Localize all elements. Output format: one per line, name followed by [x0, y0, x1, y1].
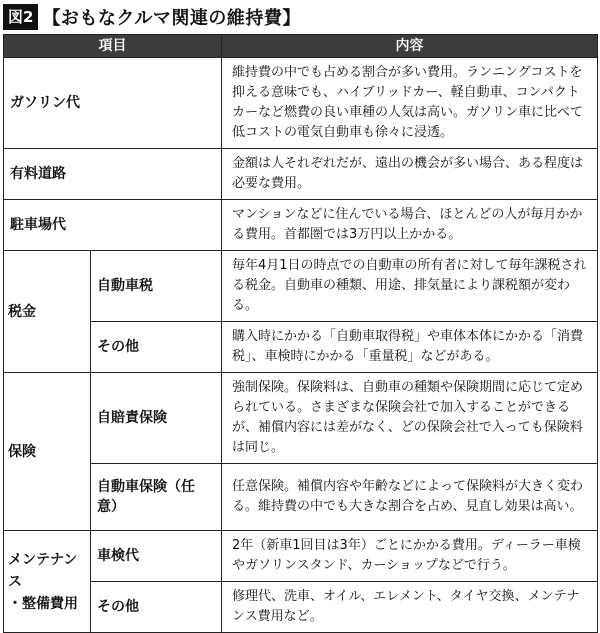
table-row — [4, 373, 598, 464]
figure-title — [3, 3, 597, 31]
page-title: 【おもなクルマ関連の維持費】 — [42, 8, 301, 29]
table-row — [4, 200, 598, 251]
maintenance-cost-table — [3, 34, 598, 633]
column-header-item: 項目 — [4, 35, 222, 58]
figure-badge: 図2 — [3, 4, 38, 30]
row-label-gasoline: ガソリン代 — [4, 58, 222, 149]
table-row — [4, 251, 598, 322]
table-header-row — [4, 35, 598, 58]
sub-content-inspection: 2年（新車1回目は3年）ごとにかかる費用。ディーラー車検やガソリンスタンド、カーショップなどで行う。 — [222, 531, 598, 582]
sub-content-automobile-tax: 毎年4月1日の時点での自動車の所有者に対して毎年課税される税金。自動車の種類、用途、排気量により課税額が変わる。 — [222, 251, 598, 322]
row-label-toll-road: 有料道路 — [4, 149, 222, 200]
sub-content-voluntary-insurance: 任意保険。補償内容や年齢などによって保険料が大きく変わる。維持費の中でも大きな割合を占め、見直し効果は高い。 — [222, 464, 598, 531]
row-label-maintenance-line1: メンテナンス — [8, 551, 78, 590]
table-row — [4, 531, 598, 582]
row-content-parking: マンションなどに住んでいる場合、ほとんどの人が毎月かかる費用。首都圏では3万円以上かかる。 — [222, 200, 598, 251]
sub-content-tax-other: 購入時にかかる「自動車取得税」や車体本体にかかる「消費税」、車検時にかかる「重量税」などがある。 — [222, 322, 598, 373]
sub-content-compulsory-insurance: 強制保険。保険料は、自動車の種類や保険期間に応じて定められている。さまざまな保険会社で加入することができるが、補償内容には差がなく、どの保険会社で入っても保険料は同じ。 — [222, 373, 598, 464]
sub-label-maintenance-other: その他 — [91, 582, 222, 633]
row-content-toll-road: 金額は人それぞれだが、遠出の機会が多い場合、ある程度は必要な費用。 — [222, 149, 598, 200]
sub-label-tax-other: その他 — [91, 322, 222, 373]
sub-label-inspection: 車検代 — [91, 531, 222, 582]
row-label-maintenance — [4, 531, 91, 633]
column-header-content: 内容 — [222, 35, 598, 58]
sub-label-voluntary-insurance: 自動車保険（任意） — [91, 464, 222, 531]
row-content-gasoline: 維持費の中でも占める割合が多い費用。ランニングコストを抑える意味でも、ハイブリッドカー、軽自動車、コンパクトカーなど燃費の良い車種の人気は高い。ガソリン車に比べて低コストの電気自動車も徐々に浸透。 — [222, 58, 598, 149]
table-row — [4, 322, 598, 373]
row-label-parking: 駐車場代 — [4, 200, 222, 251]
sub-label-compulsory-insurance: 自賠責保険 — [91, 373, 222, 464]
row-label-tax: 税金 — [4, 251, 91, 373]
table-row — [4, 582, 598, 633]
table-row — [4, 149, 598, 200]
row-label-insurance: 保険 — [4, 373, 91, 531]
row-label-maintenance-line2: ・整備費用 — [8, 595, 78, 612]
table-row — [4, 58, 598, 149]
table-row — [4, 464, 598, 531]
sub-label-automobile-tax: 自動車税 — [91, 251, 222, 322]
sub-content-maintenance-other: 修理代、洗車、オイル、エレメント、タイヤ交換、メンテナンス費用など。 — [222, 582, 598, 633]
